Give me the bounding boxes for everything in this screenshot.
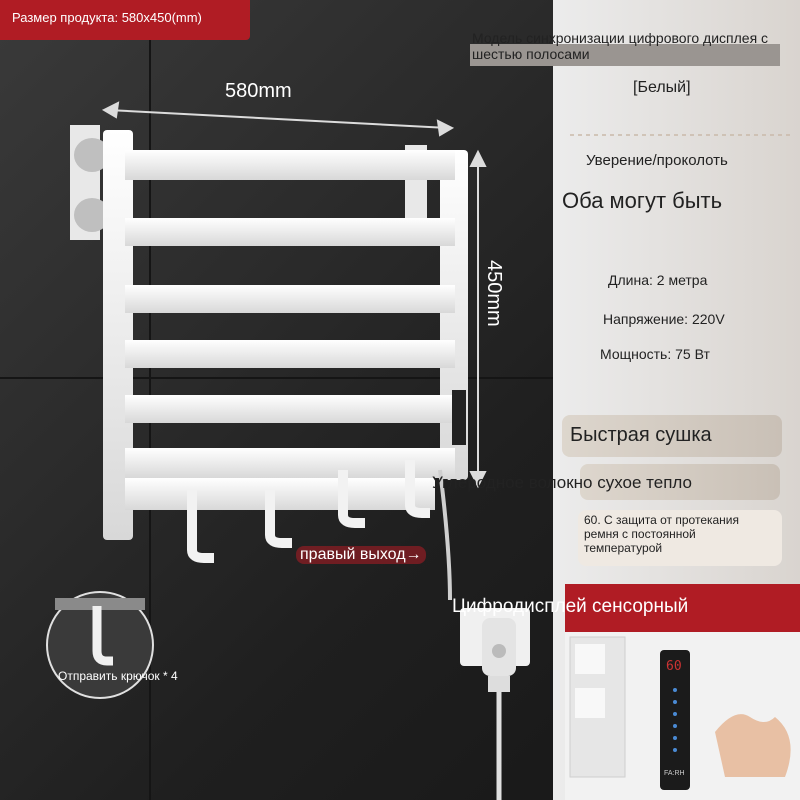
product-size-badge: Размер продукта: 580x450(mm) (0, 0, 250, 40)
rack-bar (125, 218, 455, 246)
spec-length: Длина: 2 метра (608, 272, 708, 288)
display-closeup (565, 632, 800, 800)
hook-bar (125, 478, 435, 510)
both-possible-label: Оба могут быть (562, 188, 723, 213)
control-display (452, 390, 466, 445)
height-label: 450mm (483, 260, 505, 327)
brand-label: FA:RH (664, 770, 685, 777)
protection-note: 60. С защита от протекания ремня с постоянной температурой (578, 510, 782, 566)
rack-bar (125, 395, 455, 423)
rack-bar (125, 150, 455, 180)
rack-bar (125, 285, 455, 313)
carbon-fiber-text: Углеродное волокно сухое тепло (432, 473, 692, 492)
right-exit-label: правый выход→ (296, 546, 426, 564)
spec-voltage: Напряжение: 220V (603, 311, 725, 327)
temperature-readout: 60 (666, 659, 682, 674)
model-title: Модель синхронизации цифрового дисплея с шестью полосами (472, 30, 769, 62)
rack-bar (125, 340, 455, 368)
color-label: [Белый] (633, 79, 691, 96)
fast-dry-badge: Быстрая сушка (562, 415, 782, 457)
display-banner-text: Цифродисплей сенсорный (452, 596, 689, 617)
spec-power: Мощность: 75 Вт (600, 346, 710, 362)
pointing-hand-icon (715, 714, 791, 777)
mount-type-label: Уверение/проколоть (586, 152, 728, 169)
width-label: 580mm (225, 80, 292, 102)
hook-count-caption: Отправить крючок * 4 (58, 669, 178, 683)
